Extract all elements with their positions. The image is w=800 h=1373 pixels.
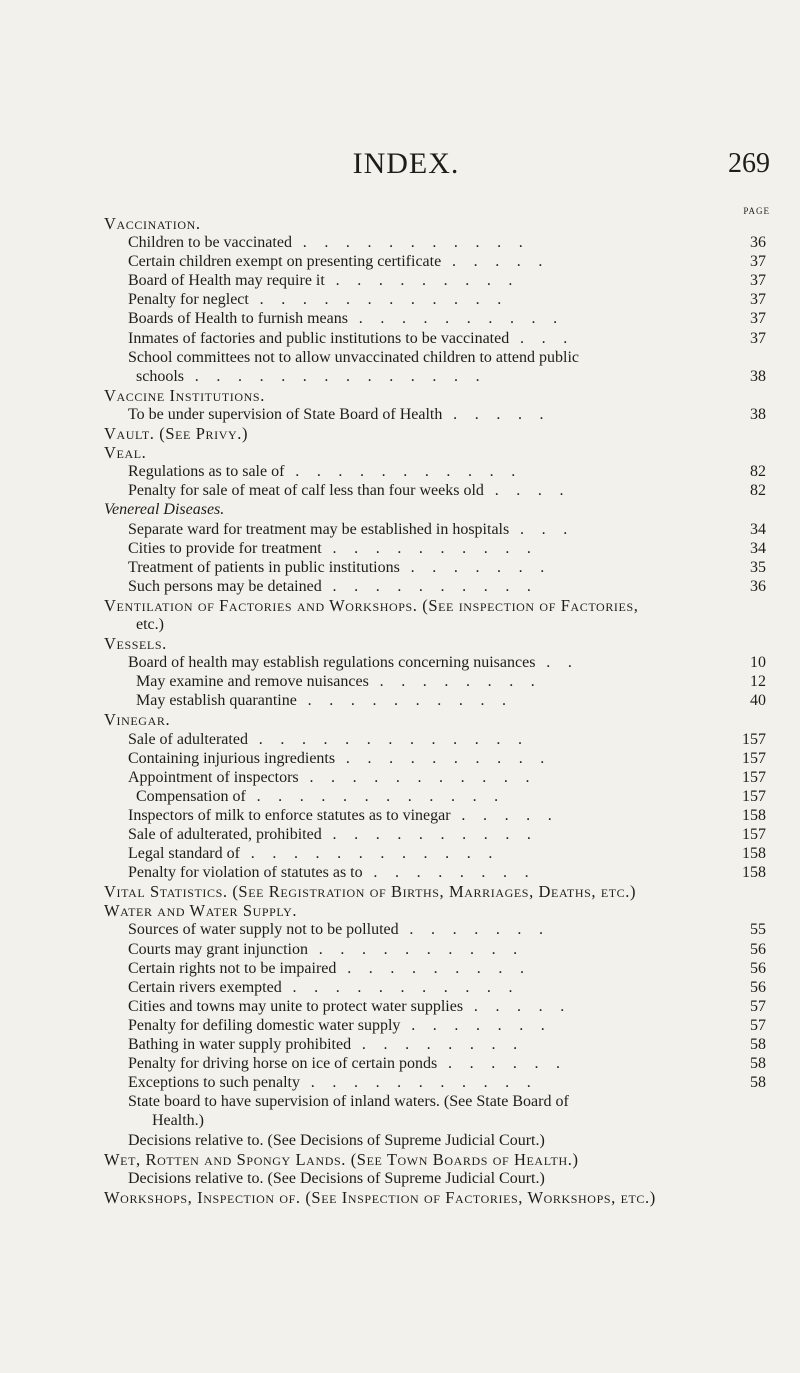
index-entry [104,309,766,328]
index-entry [104,730,766,749]
leader-dots: . . . . . . . [399,558,552,576]
entry-text: Sources of water supply not to be polluted [128,921,399,939]
leader-dots: . . . . . . . . . . . . [239,845,500,863]
page-ref: 82 [750,463,766,481]
index-entry [104,1131,766,1150]
page-ref: 158 [742,864,766,882]
page-ref: 58 [750,1074,766,1092]
entry-text: Ventilation of Factories and Workshops. (See inspection of Factories, [104,595,639,615]
entry-text: Certain rivers exempted [128,978,282,996]
entry-text: Sale of adulterated, prohibited [128,826,322,843]
entry-text: Vital Statistics. (See Registration of Births, Marriages, Deaths, etc.) [104,882,637,902]
index-heading [104,214,766,233]
entry-text: Vaccination. [104,214,201,233]
index-entry [104,749,766,768]
index-entry-continuation [104,1111,766,1130]
page-ref: 35 [750,558,766,576]
leader-dots: . . . . . [450,806,559,824]
page-ref: 12 [750,673,766,691]
index-heading [104,634,766,653]
index-entry [104,290,766,309]
leader-dots: . . . [509,329,575,347]
index-entry [104,653,766,672]
index-entry [104,959,766,978]
page-ref: 10 [750,654,766,672]
page-ref: 37 [750,310,766,328]
index-entry [104,1054,766,1073]
entry-text: Vinegar. [104,710,171,730]
index-entries [104,214,766,1207]
entry-text: Compensation of [136,787,246,805]
leader-dots: . . . . . . . . . . . [284,463,523,481]
page-ref: 158 [742,806,766,824]
index-entry [104,863,766,882]
index-heading [104,386,766,405]
page-number: 269 [728,148,770,179]
entry-text: Children to be vaccinated [128,234,292,252]
entry-text: Penalty for sale of meat of calf less than four weeks old [128,482,484,500]
leader-dots: . . . . . . . . . . . . [245,787,505,805]
leader-dots: . . . . . . . . . [336,959,531,977]
index-entry [104,539,766,558]
index-heading [104,500,766,519]
entry-text: Containing injurious ingredients [128,749,336,767]
index-entry [104,920,766,939]
entry-text: Board of Health may require it [128,272,325,290]
leader-dots: . . . . . . . [400,1016,552,1034]
entry-text: Penalty for defiling domestic water supply [128,1016,401,1034]
leader-dots: . . . . [483,482,571,500]
index-entry [104,691,766,710]
leader-dots: . . . . . . . . . . [296,692,513,710]
entry-text: State board to have supervision of inland waters. (See State Board of [128,1093,569,1111]
index-heading [104,1188,766,1207]
entry-text: Penalty for driving horse on ice of certain ponds [128,1055,438,1073]
page-ref: 57 [750,997,766,1015]
page-ref: 56 [750,978,766,996]
page-ref: 157 [742,768,766,786]
entry-text: Vault. (See Privy.) [104,424,249,444]
index-entry [104,1169,766,1188]
leader-dots: . . . . . . . . . . . . . [247,730,529,748]
page-ref: 37 [750,272,766,290]
entry-text: May establish quarantine [136,692,297,710]
index-entry [104,1016,766,1035]
page-ref: 82 [750,482,766,500]
leader-dots: . . . . . . [437,1055,567,1073]
leader-dots: . . . . . . . . [362,864,536,882]
index-entry [104,348,766,367]
entry-text: Certain children exempt on presenting certificate [128,253,442,271]
entry-text: School committees not to allow unvaccinated children to attend public [128,348,579,366]
index-entry [104,462,766,481]
entry-text: Treatment of patients in public institutions [128,558,400,576]
index-entry [104,271,766,290]
page-ref: 56 [750,959,766,977]
index-heading [104,596,766,615]
index-entry [104,672,766,691]
page-ref: 157 [742,826,766,843]
page-ref: 157 [742,730,766,748]
page-ref: 157 [742,749,766,767]
leader-dots: . . [535,654,579,672]
page-ref: 158 [742,845,766,863]
leader-dots: . . . . . . . . . . . [299,1074,538,1092]
entry-text: Legal standard of [128,845,240,863]
leader-dots: . . . . . [463,997,572,1015]
index-entry [104,787,766,806]
page-ref: 58 [750,1055,766,1073]
entry-text: Venereal Diseases. [104,501,225,519]
entry-text: Penalty for neglect [128,291,249,309]
page-ref: 34 [750,520,766,538]
index-entry [104,405,766,424]
index-entry [104,481,766,500]
index-heading [104,424,766,443]
entry-text: Certain rights not to be impaired [128,959,337,977]
page-ref: 57 [750,1016,766,1034]
entry-text: Boards of Health to furnish means [128,310,348,328]
index-entry [104,825,766,844]
leader-dots: . . . . . . . . . . [307,940,524,958]
page-ref: 38 [750,405,766,423]
index-entry [104,577,766,596]
index-entry [104,329,766,348]
index-heading [104,443,766,462]
leader-dots: . . . . . . . . . . . . [248,291,509,309]
index-heading [104,1150,766,1169]
entry-text: Exceptions to such penalty [128,1074,300,1092]
index-entry [104,940,766,959]
entry-text: Vaccine Institutions. [104,385,265,405]
index-entry [104,1092,766,1111]
index-heading [104,901,766,920]
index-entry [104,978,766,997]
leader-dots: . . . . . . . . . . [347,310,564,328]
page-ref: 56 [750,940,766,958]
leader-dots: . . . . . . . . . . [321,577,538,595]
entry-text: Inmates of factories and public institutions to be vaccinated [128,329,510,347]
entry-text: Vessels. [104,634,167,654]
index-heading [104,882,766,901]
entry-text: Sale of adulterated [128,730,248,748]
index-entry [104,558,766,577]
page-ref: 37 [750,329,766,347]
entry-text: Veal. [104,443,147,463]
index-entry-continuation [104,367,766,386]
leader-dots: . . . . . . . . . . . [298,768,537,786]
entry-text: Separate ward for treatment may be established in hospitals [128,520,510,538]
entry-text: Workshops, Inspection of. (See Inspection of Factories, Workshops, etc.) [104,1187,656,1207]
index-heading [104,710,766,729]
entry-text: Regulations as to sale of [128,463,285,481]
entry-text: Cities to provide for treatment [128,539,322,557]
entry-text: Inspectors of milk to enforce statutes as to vinegar [128,806,451,824]
leader-dots: . . . . . . . . . . . [291,234,530,252]
page-ref: 38 [750,367,766,385]
entry-text: Bathing in water supply prohibited [128,1036,352,1054]
page-ref: 58 [750,1036,766,1054]
entry-text: Appointment of inspectors [128,768,299,786]
leader-dots: . . . . . . . . . [324,272,520,290]
index-entry [104,233,766,252]
leader-dots: . . . . . . . . . . . . . . [184,367,487,385]
leader-dots: . . . [509,520,575,538]
index-entry [104,252,766,271]
page-ref: 40 [750,692,766,710]
page-ref: 37 [750,253,766,271]
entry-text: Penalty for violation of statutes as to [128,864,363,882]
page-title: INDEX. [352,147,460,180]
entry-text: Decisions relative to. (See Decisions of Supreme Judicial Court.) [128,1169,545,1187]
entry-text: Cities and towns may unite to protect water supplies [128,997,464,1015]
leader-dots: . . . . . . . [398,921,550,939]
page-column-label: PAGE [743,206,770,216]
entry-text: To be under supervision of State Board of Health [128,405,443,423]
index-entry [104,520,766,539]
leader-dots: . . . . . . . . [368,673,542,691]
page-ref: 37 [750,291,766,309]
page-ref: 55 [750,921,766,939]
index-entry [104,1035,766,1054]
index-entry [104,806,766,825]
page-ref: 34 [750,539,766,557]
page-ref: 36 [750,577,766,595]
entry-text: schools [136,367,184,385]
leader-dots: . . . . . . . . . . . [281,978,520,996]
leader-dots: . . . . . . . . [351,1036,524,1054]
entry-text: Water and Water Supply. [104,901,298,921]
entry-text: Wet, Rotten and Spongy Lands. (See Town Boards of Health.) [104,1149,579,1169]
leader-dots: . . . . . . . . . . [335,749,552,767]
leader-dots: . . . . . . . . . . [321,826,538,843]
page-ref: 157 [742,787,766,805]
entry-text: Health.) [152,1112,204,1130]
entry-text: May examine and remove nuisances [136,673,369,691]
leader-dots: . . . . . . . . . . [321,539,538,557]
entry-text: Such persons may be detained [128,577,322,595]
entry-text: Courts may grant injunction [128,940,308,958]
page-ref: 36 [750,234,766,252]
index-entry-continuation [104,615,766,634]
entry-text: Board of health may establish regulations concerning nuisances [128,654,536,672]
index-entry [104,844,766,863]
index-entry [104,768,766,787]
entry-text: Decisions relative to. (See Decisions of Supreme Judicial Court.) [128,1131,545,1149]
leader-dots: . . . . . [441,253,550,271]
index-entry [104,997,766,1016]
entry-text: etc.) [136,615,164,633]
index-entry [104,1073,766,1092]
leader-dots: . . . . . [442,405,551,423]
